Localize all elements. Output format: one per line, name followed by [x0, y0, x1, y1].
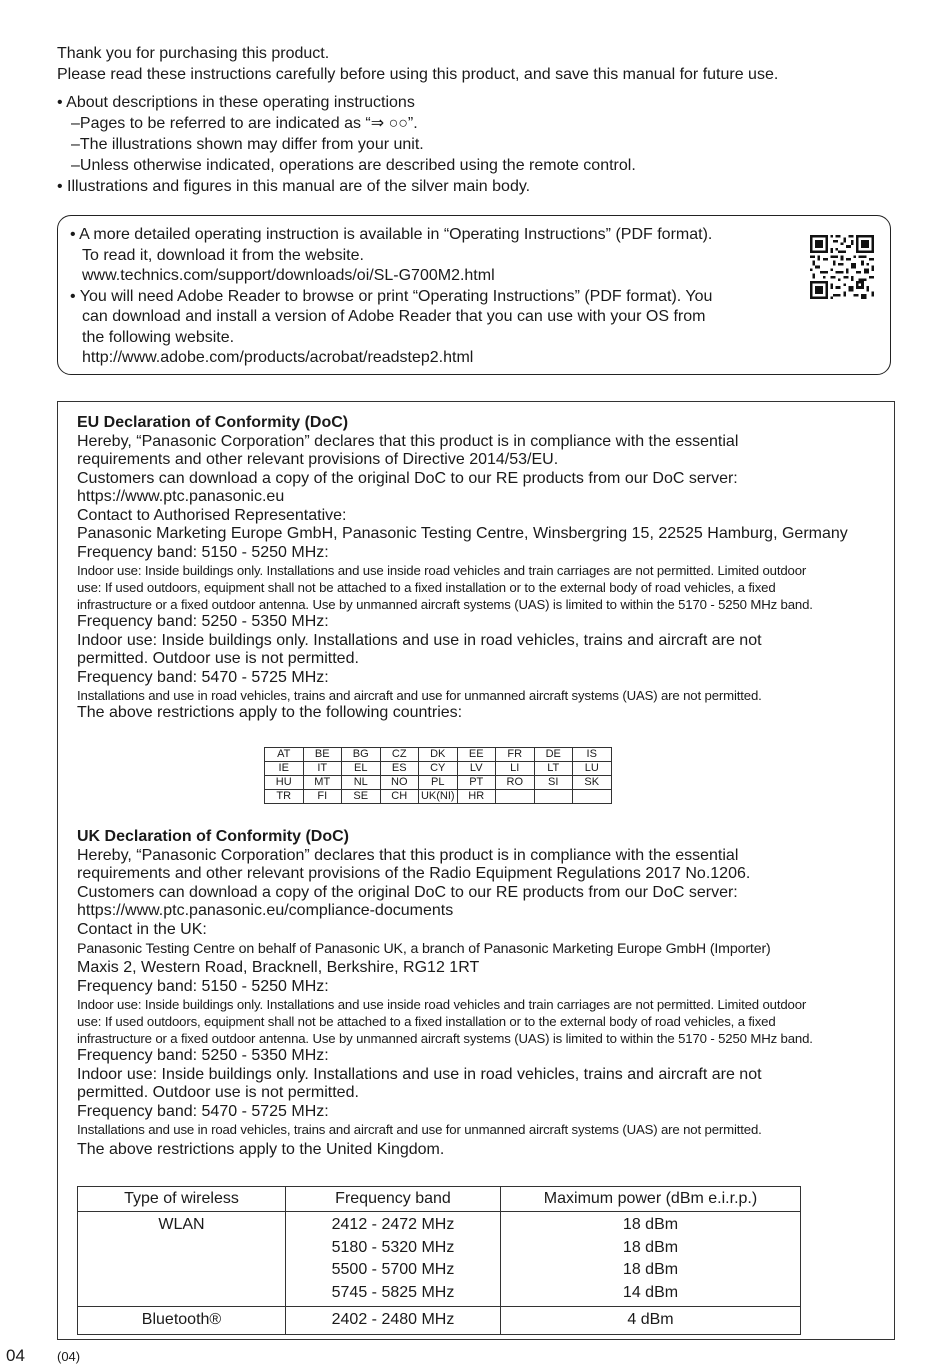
header-type-of-wireless: Type of wireless: [78, 1187, 286, 1212]
country-cell: FI: [303, 790, 342, 804]
technics-download-link[interactable]: www.technics.com/support/downloads/oi/SL-G700M2.html: [82, 267, 495, 284]
country-cell: BG: [342, 748, 381, 762]
wlan-type-label: WLAN: [158, 1216, 205, 1233]
wireless-specs-table: [77, 1186, 801, 1335]
uk-frequency-band-1: Frequency band: 5150 - 5250 MHz:: [77, 977, 329, 995]
uk-frequency-band-2: Frequency band: 5250 - 5350 MHz:: [77, 1047, 329, 1064]
uk-importer-text: Panasonic Testing Centre on behalf of Panasonic UK, a branch of Panasonic Marketing Europe GmbH (Importer): [77, 941, 771, 957]
country-cell: NO: [380, 776, 419, 790]
country-cell: EE: [457, 748, 496, 762]
country-cell: RO: [496, 776, 535, 790]
country-cell: NL: [342, 776, 381, 790]
country-cell: DE: [534, 748, 573, 762]
bullet-descriptions: • About descriptions in these operating instructions: [57, 94, 415, 111]
country-cell: MT: [303, 776, 342, 790]
eu-band3-note: Installations and use in road vehicles, trains and aircraft and use for unmanned aircraft systems (UAS) are not permitted.: [77, 688, 762, 703]
country-cell: CY: [419, 762, 458, 776]
sub-pages-referred: –Pages to be referred to are indicated as “⇒ ○○”.: [71, 115, 418, 132]
country-cell: PT: [457, 776, 496, 790]
eu-band1-note-line2: use: If used outdoors, equipment shall not be attached to a fixed installation or to the external body of road vehicles, a fixed: [77, 580, 776, 595]
eu-restrictions-text: The above restrictions apply to the following countries:: [77, 704, 463, 721]
thanks-text: Thank you for purchasing this product.: [57, 45, 330, 62]
wlan-band: 5745 - 5825 MHz: [331, 1283, 455, 1301]
table-row: [78, 1212, 801, 1307]
eu-band2-note-line1: Indoor use: Inside buildings only. Installations and use in road vehicles, trains and aircraft are not: [77, 631, 762, 649]
bluetooth-power-cell: 4 dBm: [501, 1307, 801, 1335]
wlan-band: 2412 - 2472 MHz: [331, 1216, 455, 1233]
header-frequency-band: Frequency band: [286, 1187, 501, 1212]
country-cell: EL: [342, 762, 381, 776]
eu-doc-server-link[interactable]: https://www.ptc.panasonic.eu: [77, 488, 285, 505]
eu-band1-note-line1: Indoor use: Inside buildings only. Installations and use inside road vehicles and train carriages are not permitted. Limited outdoor: [77, 563, 807, 578]
wlan-power-cell: [501, 1212, 801, 1307]
bluetooth-type-cell: Bluetooth®: [78, 1307, 286, 1335]
uk-importer-address: Maxis 2, Western Road, Bracknell, Berkshire, RG12 1RT: [77, 959, 480, 976]
uk-doc-line2: requirements and other relevant provisions of the Radio Equipment Regulations 2017 No.1206.: [77, 865, 751, 882]
wlan-power: 14 dBm: [622, 1283, 679, 1301]
uk-contact-label: Contact in the UK:: [77, 920, 207, 938]
country-cell: AT: [265, 748, 304, 762]
eu-representative-address: Panasonic Marketing Europe GmbH, Panasonic Testing Centre, Winsbergring 15, 22525 Hamburg, Germany: [77, 525, 848, 542]
uk-doc-line3: Customers can download a copy of the original DoC to our RE products from our DoC server:: [77, 883, 738, 901]
country-cell: PL: [419, 776, 458, 790]
country-cell: CH: [380, 790, 419, 804]
adobe-download-link[interactable]: http://www.adobe.com/products/acrobat/readstep2.html: [82, 349, 474, 366]
uk-band2-note-line2: permitted. Outdoor use is not permitted.: [77, 1084, 359, 1101]
country-cell: IE: [265, 762, 304, 776]
country-cell: DK: [419, 748, 458, 762]
qr-code-icon[interactable]: [810, 235, 874, 299]
country-cell: LU: [573, 762, 612, 776]
table-row: [265, 790, 612, 804]
wlan-type-cell: [78, 1212, 286, 1307]
wlan-band: 5500 - 5700 MHz: [331, 1261, 455, 1278]
country-cell: LT: [534, 762, 573, 776]
sub-illustrations-differ: –The illustrations shown may differ from your unit.: [71, 136, 424, 153]
uk-restrictions-text: The above restrictions apply to the United Kingdom.: [77, 1141, 445, 1158]
page-number: 04: [6, 1346, 25, 1365]
eu-band2-note-line2: permitted. Outdoor use is not permitted.: [77, 650, 359, 667]
pdf-notice-line1: • A more detailed operating instruction is available in “Operating Instructions” (PDF format).: [70, 226, 713, 243]
eu-declaration: [77, 414, 887, 723]
table-header-row: [78, 1187, 801, 1212]
table-row: [265, 776, 612, 790]
country-cell: CZ: [380, 748, 419, 762]
uk-frequency-band-3: Frequency band: 5470 - 5725 MHz:: [77, 1102, 329, 1120]
country-restriction-table: [264, 747, 612, 804]
country-cell: FR: [496, 748, 535, 762]
country-cell: LV: [457, 762, 496, 776]
country-cell: UK(NI): [419, 790, 458, 804]
sub-remote-control: –Unless otherwise indicated, operations are described using the remote control.: [71, 157, 636, 174]
table-row: [265, 762, 612, 776]
uk-band2-note-line1: Indoor use: Inside buildings only. Installations and use in road vehicles, trains and aircraft are not: [77, 1065, 762, 1083]
bluetooth-band-cell: 2402 - 2480 MHz: [286, 1307, 501, 1335]
country-cell: ES: [380, 762, 419, 776]
read-instructions-text: Please read these instructions carefully before using this product, and save this manual for future use.: [57, 66, 779, 83]
country-cell: [534, 790, 573, 804]
table-row: [78, 1307, 801, 1335]
declaration-of-conformity-box: [57, 401, 895, 1340]
eu-contact-label: Contact to Authorised Representative:: [77, 506, 347, 524]
header-maximum-power: Maximum power (dBm e.i.r.p.): [501, 1187, 801, 1212]
country-cell: BE: [303, 748, 342, 762]
wlan-band: 5180 - 5320 MHz: [331, 1238, 455, 1256]
pdf-notice-line2: To read it, download it from the website.: [82, 246, 364, 264]
eu-doc-line1: Hereby, “Panasonic Corporation” declares that this product is in compliance with the essential: [77, 432, 739, 450]
eu-doc-title: EU Declaration of Conformity (DoC): [77, 414, 349, 431]
adobe-notice-line1: • You will need Adobe Reader to browse or print “Operating Instructions” (PDF format). You: [70, 287, 713, 305]
wlan-power: 18 dBm: [622, 1216, 679, 1233]
uk-band1-note-line1: Indoor use: Inside buildings only. Installations and use inside road vehicles and train carriages are not permitted. Limited outdoor: [77, 997, 807, 1012]
country-cell: [573, 790, 612, 804]
adobe-notice-line3: the following website.: [82, 328, 235, 346]
country-cell: IT: [303, 762, 342, 776]
uk-doc-line1: Hereby, “Panasonic Corporation” declares that this product is in compliance with the essential: [77, 846, 739, 864]
country-cell: SE: [342, 790, 381, 804]
country-cell: [496, 790, 535, 804]
country-cell: SK: [573, 776, 612, 790]
uk-doc-title: UK Declaration of Conformity (DoC): [77, 828, 349, 845]
eu-doc-line2: requirements and other relevant provisions of Directive 2014/53/EU.: [77, 451, 559, 468]
page-code: (04): [57, 1349, 81, 1364]
eu-doc-line3: Customers can download a copy of the original DoC to our RE products from our DoC server:: [77, 469, 738, 487]
wlan-power: 18 dBm: [622, 1261, 679, 1278]
bullet-silver-body: • Illustrations and figures in this manual are of the silver main body.: [57, 178, 531, 195]
eu-band1-note-line3: infrastructure or a fixed outdoor antenna. Use by unmanned aircraft systems (UAS) is limited to within the 5170 - 5250 MHz band.: [77, 597, 813, 612]
table-row: [265, 748, 612, 762]
uk-doc-server-link[interactable]: https://www.ptc.panasonic.eu/compliance-documents: [77, 902, 454, 919]
uk-band1-note-line2: use: If used outdoors, equipment shall not be attached to a fixed installation or to the external body of road vehicles, a fixed: [77, 1014, 776, 1029]
country-cell: HU: [265, 776, 304, 790]
country-cell: IS: [573, 748, 612, 762]
country-cell: HR: [457, 790, 496, 804]
adobe-notice-line2: can download and install a version of Adobe Reader that you can use with your OS from: [82, 308, 706, 325]
intro-section: [57, 43, 907, 197]
country-cell: SI: [534, 776, 573, 790]
eu-frequency-band-3: Frequency band: 5470 - 5725 MHz:: [77, 668, 329, 686]
uk-band1-note-line3: infrastructure or a fixed outdoor antenna. Use by unmanned aircraft systems (UAS) is limited to within the 5170 - 5250 MHz band.: [77, 1031, 813, 1046]
eu-frequency-band-2: Frequency band: 5250 - 5350 MHz:: [77, 613, 329, 630]
uk-band3-note: Installations and use in road vehicles, trains and aircraft and use for unmanned aircraft systems (UAS) are not permitted.: [77, 1122, 762, 1137]
country-cell: TR: [265, 790, 304, 804]
wlan-power: 18 dBm: [622, 1238, 679, 1256]
operating-instructions-notice: [57, 215, 891, 375]
wlan-bands-cell: [286, 1212, 501, 1307]
uk-declaration: [77, 828, 887, 1160]
country-cell: LI: [496, 762, 535, 776]
eu-frequency-band-1: Frequency band: 5150 - 5250 MHz:: [77, 543, 329, 561]
